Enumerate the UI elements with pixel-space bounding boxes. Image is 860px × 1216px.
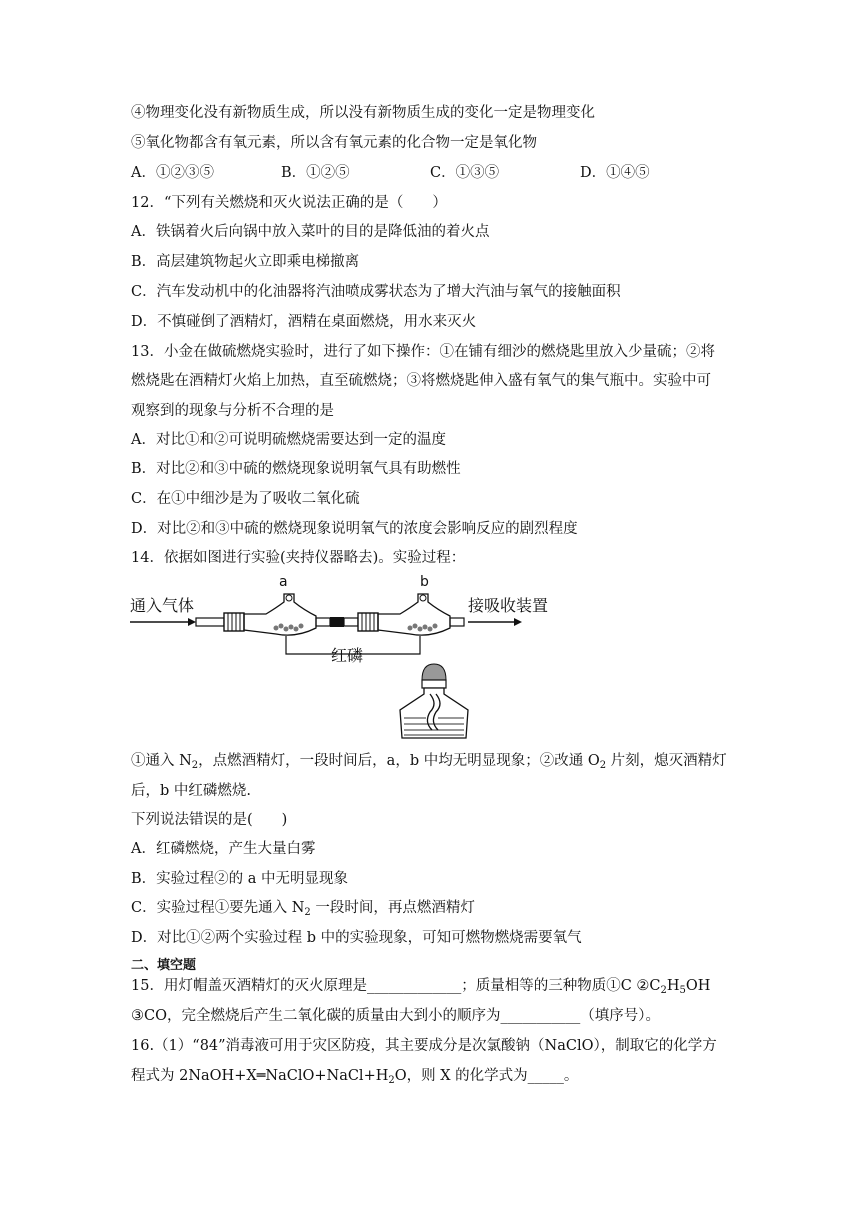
- q16-line1: 16.（1）“84”消毒液可用于灾区防疫，其主要成分是次氯酸钠（NaClO），制取它的化学方: [131, 1038, 717, 1054]
- q13-option-d[interactable]: D．对比②和③中硫的燃烧现象说明氧气的浓度会影响反应的剧烈程度: [131, 521, 578, 537]
- q13-stem-line2: 燃烧匙在酒精灯火焰上加热，直至硫燃烧；③将燃烧匙伸入盛有氧气的集气瓶中。实验中可: [131, 373, 711, 389]
- q16-line2: 程式为 $2NaOH+X═NaClO+NaCl+H_2O$，则 X 的化学式为_____。: [131, 1068, 579, 1086]
- label-inlet-gas: 通入气体: [130, 596, 195, 615]
- section-heading-fill-in: 二、填空题: [131, 958, 197, 973]
- q12-option-a[interactable]: A．铁锅着火后向锅中放入菜叶的目的是降低油的着火点: [131, 224, 490, 240]
- q14-stem: 14．依据如图进行实验(夹持仪器略去)。实验过程：: [131, 550, 466, 566]
- q13-option-a[interactable]: A．对比①和②可说明硫燃烧需要达到一定的温度: [131, 432, 446, 448]
- label-b: b: [420, 574, 429, 590]
- q14-option-d[interactable]: D．对比①②两个实验过程 b 中的实验现象，可知可燃物燃烧需要氧气: [131, 930, 582, 946]
- q13-option-b[interactable]: B．对比②和③中硫的燃烧现象说明氧气具有助燃性: [131, 461, 461, 477]
- experiment-apparatus-figure: [126, 572, 566, 744]
- q14-question: 下列说法错误的是( ): [131, 812, 288, 828]
- q14-option-a[interactable]: A．红磷燃烧，产生大量白雾: [131, 841, 316, 857]
- q12-stem: 12．“下列有关燃烧和灭火说法正确的是（ ）: [131, 195, 447, 211]
- q13-stem-line3: 观察到的现象与分析不合理的是: [131, 403, 334, 419]
- label-red-phosphorus: 红磷: [331, 646, 364, 665]
- q11-option-d[interactable]: D．①④⑤: [580, 165, 650, 181]
- q12-option-d[interactable]: D．不慎碰倒了酒精灯，酒精在桌面燃烧，用水来灭火: [131, 314, 477, 330]
- q11-option-a[interactable]: A．①②③⑤: [131, 165, 214, 181]
- q13-stem-line1: 13．小金在做硫燃烧实验时，进行了如下操作：①在铺有细沙的燃烧匙里放入少量硫；②将: [131, 344, 715, 360]
- q14-procedure-line1: ①通入 $N_2$，点燃酒精灯，一段时间后，a，b 中均无明显现象；②改通 $O_2$ 片刻，熄灭酒精灯: [131, 753, 727, 771]
- label-a: a: [279, 574, 288, 590]
- q12-option-c[interactable]: C．汽车发动机中的化油器将汽油喷成雾状态为了增大汽油与氧气的接触面积: [131, 284, 621, 300]
- q14-procedure-line2: 后，b 中红磷燃烧.: [131, 783, 251, 799]
- q15-line1: 15．用灯帽盖灭酒精灯的灭火原理是_____________；质量相等的三种物质①C $②C_2H_5OH$: [131, 978, 711, 996]
- q11-statement-4: ④物理变化没有新物质生成，所以没有新物质生成的变化一定是物理变化: [131, 105, 595, 121]
- q11-option-c[interactable]: C．①③⑤: [430, 165, 500, 181]
- q11-statement-5: ⑤氧化物都含有氧元素，所以含有氧元素的化合物一定是氧化物: [131, 135, 537, 151]
- q11-option-b[interactable]: B．①②⑤: [281, 165, 350, 181]
- q14-option-b[interactable]: B．实验过程②的 a 中无明显现象: [131, 871, 349, 887]
- q15-line2: ③CO，完全燃烧后产生二氧化碳的质量由大到小的顺序为___________（填序号）。: [131, 1008, 660, 1024]
- label-outlet: 接吸收装置: [468, 596, 549, 615]
- q12-option-b[interactable]: B．高层建筑物起火立即乘电梯撤离: [131, 254, 360, 270]
- q14-option-c[interactable]: C．实验过程①要先通入 $N_2$ 一段时间，再点燃酒精灯: [131, 900, 475, 918]
- q13-option-c[interactable]: C．在①中细沙是为了吸收二氧化硫: [131, 491, 360, 507]
